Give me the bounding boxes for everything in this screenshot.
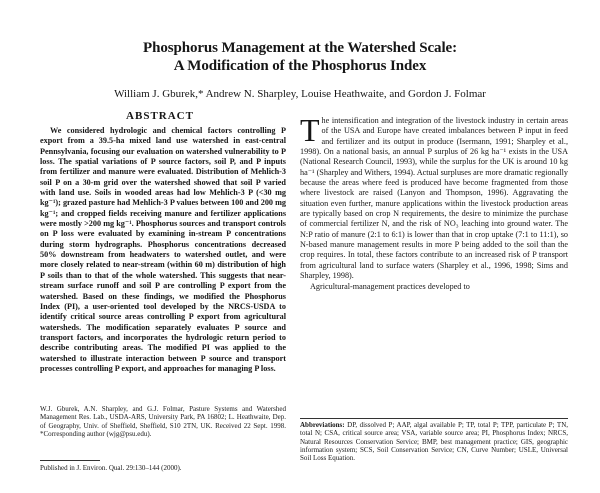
intro-paragraph-1-text: he intensification and integration of the livestock industry in certain areas of the USA and Europe have created imbalances between P input in feed and fertilizer and its output in produce (Isermann, 1991; Sharpley et al., 1998). On a national basis, an annual P surplus of 26 kg ha⁻¹ exists in the USA (National Research Council, 1993), while the surplus for the UK is around 10 kg ha⁻¹ (Sharpley and Withers, 1994). Actual surpluses are more dramatic regionally because the areas where feed is produced have become fragmented from those where livestock are raised (Lanyon and Thompson, 1996). Aggravating the situation even further, manure applications within the livestock production areas are typically based on crop N requirements, the desire to minimize the purchase of commercial fertilizer N, and the risk of NO₃ leaching into ground water. The N:P ratio of manure (2:1 to 6:1) is lower than that in crop uptake (7:1 to 11:1), so N-based manure management results in more P being added to the soil than the crop requires. In total, these factors contribute to an increased risk of P transport from agricultural land to surface waters (Sharpley et al., 1996, 1998; Sims and Sharpley, 1998). [300,116,568,281]
abbreviations-divider [300,418,568,419]
publication-line: Published in J. Environ. Qual. 29:130–144 (2000). [40,464,182,472]
intro-paragraph-2: Agricultural-management practices developed to [310,281,470,291]
author-list: William J. Gburek,* Andrew N. Sharpley, Louise Heathwaite, and Gordon J. Folmar [114,88,486,100]
abstract-text: We considered hydrologic and chemical factors controlling P export from a 39.5-ha mixed land use watershed in east-central Pennsylvania, focusing our evaluation on watershed vulnerability to P loss. The spatial variations of P source factors, soil P, and P inputs from fertilizer and manure were evaluated. Distribution of Mehlich-3 soil P on a 30-m grid over the watershed showed that soil P varied with land use. Soils in wooded areas had low Mehlich-3 P (<30 mg kg⁻¹); grazed pasture had Mehlich-3 P values between 100 and 200 mg kg⁻¹; and cropped fields receiving manure and fertilizer applications were mostly >200 mg kg⁻¹. Phosphorus sources and transport controls on P loss were evaluated by examining in-stream P concentrations during storm hydrographs. Phosphorus concentrations decreased 50% downstream from headwaters to watershed outlet, and were more closely related to near-stream (within 60 m) distribution of high P soils than to that of the whole watershed. This suggests that near-stream surface runoff and soil P are controlling P export from the watershed. Based on these findings, we modified the Phosphorus Index (PI), a user-oriented tool developed by the NRCS-USDA to identify critical source areas controlling P export from agricultural watersheds. The modification separately evaluates P source and transport factors, and incorporates the hydrologic return period to describe contributing areas. The modified PI was applied to the watershed to illustrate interaction between P source and transport processes controlling P export, and approaches for managing P loss. [40,126,286,373]
abstract-body [40,126,286,394]
intro-paragraph-1 [300,116,568,282]
footnote-divider [40,460,100,461]
introduction-column [300,116,568,412]
abbreviations-label: Abbreviations: [300,421,345,429]
abbreviations-text: DP, dissolved P; AAP, algal available P; TP, total P; TPP, particulate P; TN, total N; CSA, critical source area; VSA, variable source area; PI, Phosphorus Index; NRCS, Natural Resources Conservation Service; BMP, best management practice; GIS, geographic information system; SCS, Soil Conservation Service; CN, Curve Number; USLE, Universal Soil Loss Equation. [300,421,568,463]
drop-cap: T [300,116,320,148]
abbreviations-block [300,421,568,477]
paper-title-line-1: Phosphorus Management at the Watershed Scale: [143,40,457,56]
paper-title-line-2: A Modification of the Phosphorus Index [173,58,427,74]
abstract-heading: ABSTRACT [126,110,194,122]
author-footnote: W.J. Gburek, A.N. Sharpley, and G.J. Folmar, Pasture Systems and Watershed Management Res. Lab., USDA-ARS, University Park, PA 16802; L. Heathwaite, Dep. of Geography, Univ. of Sheffield, Sheffield, S10 2TN, UK. Received 22 Sept. 1998. *Corresponding author (wjg@psu.edu). [40,405,286,439]
